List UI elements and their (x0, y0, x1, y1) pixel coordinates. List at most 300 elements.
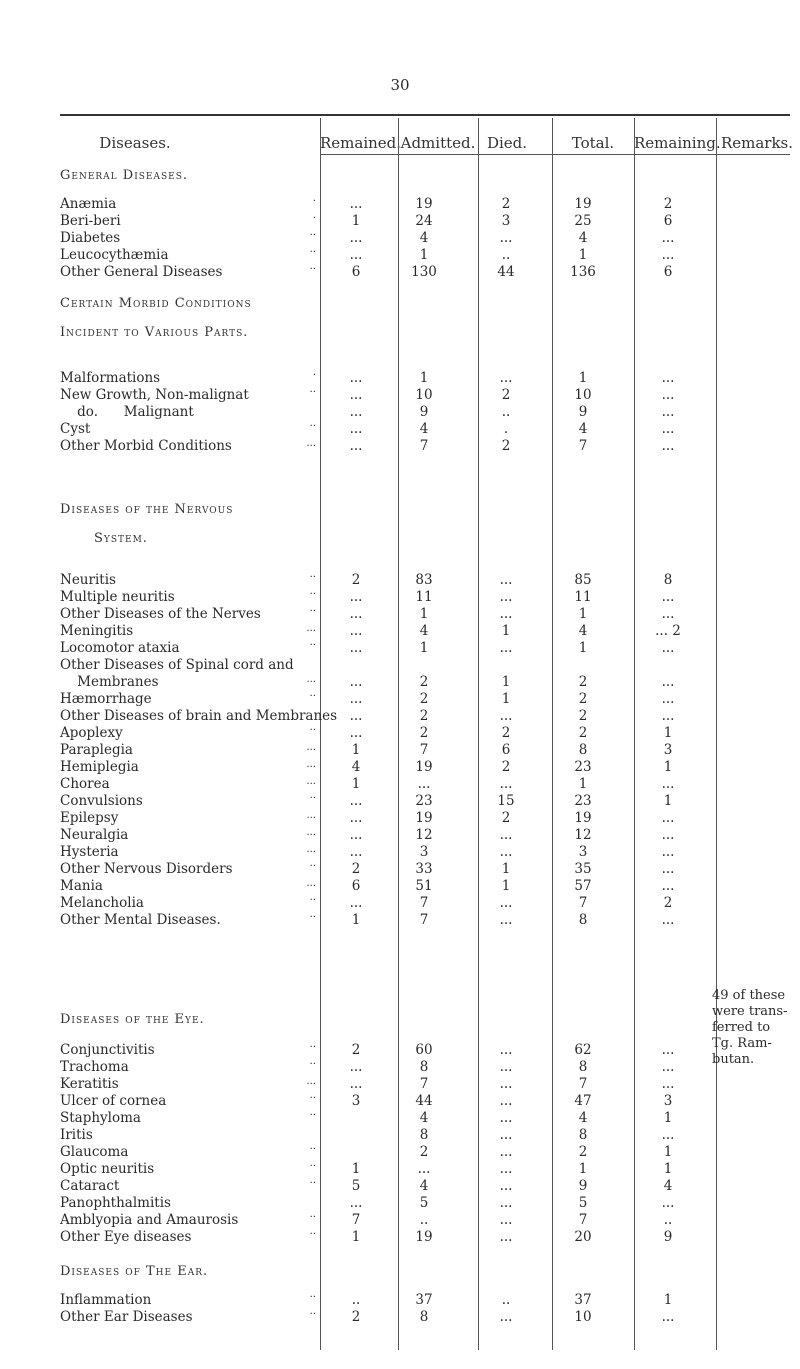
died-cell: 2 (501, 196, 511, 212)
remained-cell: ... (349, 708, 363, 724)
remained-cell: ... (349, 404, 363, 420)
remark-line: 49 of these (712, 988, 786, 1003)
died-cell: 2 (501, 810, 511, 826)
died-cell: 3 (501, 213, 511, 229)
section-title-line: Certain Morbid Conditions (60, 296, 252, 311)
remained-cell: 1 (351, 213, 361, 229)
remaining-cell: ... (661, 230, 675, 246)
disease-name: Amblyopia and Amaurosis (60, 1212, 239, 1228)
died-cell: ... (499, 640, 513, 656)
remark-line: were trans- (712, 1004, 788, 1019)
leader-dots: ·· (309, 230, 316, 241)
remaining-cell: 3 (663, 1093, 673, 1109)
leader-dots: ... (306, 623, 316, 634)
died-cell: ... (499, 1195, 513, 1211)
admitted-cell: 7 (419, 438, 429, 454)
died-cell: ... (499, 1161, 513, 1177)
disease-name: Inflammation (60, 1292, 152, 1308)
died-cell: 1 (501, 674, 511, 690)
total-cell: 2 (578, 674, 588, 690)
disease-name: Glaucoma (60, 1144, 129, 1160)
total-cell: 2 (578, 1144, 588, 1160)
leader-dots: ... (306, 878, 316, 889)
total-cell: 8 (578, 1059, 588, 1075)
leader-dots: ·· (309, 793, 316, 804)
remained-cell: .. (351, 1292, 361, 1308)
remaining-cell: .. (663, 1212, 673, 1228)
remained-cell: 4 (351, 759, 361, 775)
remaining-cell: ... (661, 387, 675, 403)
remaining-cell: ... (661, 1127, 675, 1143)
remaining-cell: ... (661, 674, 675, 690)
admitted-cell: 4 (419, 421, 429, 437)
remained-cell: 2 (351, 572, 361, 588)
disease-name: Other Diseases of the Nerves (60, 606, 261, 622)
disease-name: Paraplegia (60, 742, 133, 758)
remained-cell: ... (349, 674, 363, 690)
disease-name: Beri-beri (60, 213, 121, 229)
section-title (60, 1012, 205, 1027)
died-cell: .. (501, 1292, 511, 1308)
total-cell: 1 (578, 640, 588, 656)
header-total: Total. (571, 134, 615, 152)
leader-dots: ·· (309, 264, 316, 275)
total-cell: 37 (574, 1292, 592, 1308)
leader-dots: ... (306, 776, 316, 787)
remained-cell: ... (349, 230, 363, 246)
total-cell: 7 (578, 1076, 588, 1092)
disease-name: Melancholia (60, 895, 144, 911)
disease-name: Other Diseases of Spinal cord and (60, 657, 294, 673)
leader-dots: ·· (309, 606, 316, 617)
admitted-cell: 2 (419, 708, 429, 724)
disease-name: Iritis (60, 1127, 93, 1143)
remaining-cell: ... 2 (655, 623, 681, 639)
total-cell: 1 (578, 370, 588, 386)
disease-name: Diabetes (60, 230, 121, 246)
remaining-cell: 1 (663, 1144, 673, 1160)
leader-dots: ·· (309, 1229, 316, 1240)
leader-dots: ... (306, 844, 316, 855)
admitted-cell: 10 (415, 387, 433, 403)
remaining-cell: ... (661, 606, 675, 622)
section-title-line: System. (94, 531, 148, 546)
disease-name: Other Eye diseases (60, 1229, 192, 1245)
section-title (60, 502, 233, 546)
disease-name: Neuritis (60, 572, 116, 588)
remained-cell: ... (349, 623, 363, 639)
admitted-cell: .. (419, 1212, 429, 1228)
total-cell: 23 (574, 793, 592, 809)
leader-dots: · (312, 196, 316, 207)
remained-cell: ... (349, 370, 363, 386)
admitted-cell: 5 (419, 1195, 429, 1211)
admitted-cell: 1 (419, 370, 429, 386)
leader-dots: ·· (309, 1144, 316, 1155)
total-cell: 25 (574, 213, 592, 229)
remained-cell: ... (349, 725, 363, 741)
disease-name: Hemiplegia (60, 759, 139, 775)
died-cell: 2 (501, 438, 511, 454)
leader-dots: ... (306, 742, 316, 753)
remained-cell: ... (349, 196, 363, 212)
admitted-cell: 4 (419, 1178, 429, 1194)
remaining-cell: ... (661, 1076, 675, 1092)
header-rule (320, 154, 790, 155)
leader-dots: ·· (309, 1212, 316, 1223)
admitted-cell: 4 (419, 230, 429, 246)
disease-name: Chorea (60, 776, 110, 792)
remained-cell: ... (349, 1059, 363, 1075)
remaining-cell: 8 (663, 572, 673, 588)
died-cell: ... (499, 1093, 513, 1109)
disease-name: Trachoma (60, 1059, 129, 1075)
admitted-cell: 1 (419, 247, 429, 263)
admitted-cell: 51 (415, 878, 433, 894)
died-cell: 44 (497, 264, 515, 280)
died-cell: ... (499, 1042, 513, 1058)
table-row (0, 1229, 800, 1249)
total-cell: 10 (574, 1309, 592, 1325)
total-cell: 57 (574, 878, 592, 894)
total-cell: 2 (578, 725, 588, 741)
disease-name: Panophthalmitis (60, 1195, 171, 1211)
died-cell: ... (499, 1178, 513, 1194)
remained-cell: ... (349, 421, 363, 437)
died-cell: ... (499, 230, 513, 246)
admitted-cell: 3 (419, 844, 429, 860)
admitted-cell: 19 (415, 1229, 433, 1245)
header-remarks: Remarks. (720, 134, 794, 152)
died-cell: . (503, 421, 509, 437)
leader-dots: ... (306, 674, 316, 685)
remaining-cell: ... (661, 247, 675, 263)
died-cell: ... (499, 1309, 513, 1325)
leader-dots: ·· (309, 691, 316, 702)
total-cell: 3 (578, 844, 588, 860)
remaining-cell: 1 (663, 725, 673, 741)
total-cell: 12 (574, 827, 592, 843)
admitted-cell: 19 (415, 759, 433, 775)
section-title (60, 168, 188, 183)
disease-name: Other Mental Diseases. (60, 912, 221, 928)
disease-name: Leucocythæmia (60, 247, 169, 263)
total-cell: 4 (578, 623, 588, 639)
admitted-cell: 130 (411, 264, 437, 280)
died-cell: ... (499, 606, 513, 622)
died-cell: 1 (501, 861, 511, 877)
leader-dots: ·· (309, 1110, 316, 1121)
remained-cell: ... (349, 1195, 363, 1211)
leader-dots: ·· (309, 725, 316, 736)
remaining-cell: 1 (663, 1161, 673, 1177)
remained-cell: 7 (351, 1212, 361, 1228)
remaining-cell: ... (661, 691, 675, 707)
total-cell: 11 (574, 589, 592, 605)
remained-cell: ... (349, 793, 363, 809)
remaining-cell: ... (661, 912, 675, 928)
admitted-cell: 19 (415, 810, 433, 826)
total-cell: 35 (574, 861, 592, 877)
remained-cell: ... (349, 810, 363, 826)
section-title (60, 296, 252, 340)
remaining-cell: 2 (663, 895, 673, 911)
leader-dots: ·· (309, 387, 316, 398)
died-cell: ... (499, 1059, 513, 1075)
total-cell: 7 (578, 438, 588, 454)
disease-name: Mania (60, 878, 103, 894)
remaining-cell: ... (661, 708, 675, 724)
remained-cell: ... (349, 438, 363, 454)
disease-name: Apoplexy (60, 725, 123, 741)
table-row (0, 912, 800, 932)
total-cell: 1 (578, 1161, 588, 1177)
remained-cell: ... (349, 640, 363, 656)
died-cell: ... (499, 1110, 513, 1126)
remark-line: butan. (712, 1052, 755, 1067)
admitted-cell: 7 (419, 895, 429, 911)
admitted-cell: 44 (415, 1093, 433, 1109)
died-cell: .. (501, 247, 511, 263)
admitted-cell: 2 (419, 725, 429, 741)
disease-name: Multiple neuritis (60, 589, 175, 605)
disease-name: Epilepsy (60, 810, 119, 826)
died-cell: 2 (501, 387, 511, 403)
disease-name: Cyst (60, 421, 91, 437)
disease-name: Other Diseases of brain and Membranes (60, 708, 338, 724)
disease-name: Hæmorrhage (60, 691, 152, 707)
leader-dots: · (312, 370, 316, 381)
remained-cell: 1 (351, 1161, 361, 1177)
section-title (60, 1264, 208, 1279)
admitted-cell: 2 (419, 1144, 429, 1160)
remained-cell: 1 (351, 912, 361, 928)
died-cell: ... (499, 776, 513, 792)
remained-cell: 1 (351, 1229, 361, 1245)
died-cell: 1 (501, 691, 511, 707)
leader-dots: ... (306, 759, 316, 770)
total-cell: 4 (578, 230, 588, 246)
header-diseases: Diseases. (99, 134, 171, 152)
total-cell: 85 (574, 572, 592, 588)
total-cell: 8 (578, 742, 588, 758)
section-title-line: General Diseases. (60, 168, 189, 183)
disease-name: Malformations (60, 370, 161, 386)
remaining-cell: ... (661, 776, 675, 792)
remained-cell: 3 (351, 1093, 361, 1109)
leader-dots: ... (306, 1076, 316, 1087)
leader-dots: ·· (309, 861, 316, 872)
section-title-line: Diseases of the Eye. (60, 1012, 205, 1027)
admitted-cell: ... (417, 776, 431, 792)
disease-name: Conjunctivitis (60, 1042, 155, 1058)
remaining-cell: ... (661, 827, 675, 843)
remaining-cell: 1 (663, 793, 673, 809)
leader-dots: ·· (309, 247, 316, 258)
died-cell: 1 (501, 623, 511, 639)
disease-name: Cataract (60, 1178, 120, 1194)
disease-name: Other General Diseases (60, 264, 223, 280)
died-cell: ... (499, 1144, 513, 1160)
remained-cell: ... (349, 606, 363, 622)
total-cell: 23 (574, 759, 592, 775)
admitted-cell: 7 (419, 912, 429, 928)
remaining-cell: 1 (663, 759, 673, 775)
admitted-cell: 4 (419, 623, 429, 639)
remaining-cell: 9 (663, 1229, 673, 1245)
leader-dots: ·· (309, 1161, 316, 1172)
remaining-cell: 6 (663, 213, 673, 229)
remained-cell: 5 (351, 1178, 361, 1194)
died-cell: 15 (497, 793, 515, 809)
remaining-cell: ... (661, 861, 675, 877)
admitted-cell: 33 (415, 861, 433, 877)
disease-name: Other Morbid Conditions (60, 438, 232, 454)
disease-name: Anæmia (60, 196, 117, 212)
remaining-cell: 2 (663, 196, 673, 212)
total-cell: 8 (578, 1127, 588, 1143)
total-cell: 1 (578, 776, 588, 792)
leader-dots: ·· (309, 1059, 316, 1070)
remaining-cell: ... (661, 438, 675, 454)
total-cell: 9 (578, 1178, 588, 1194)
remaining-cell: ... (661, 421, 675, 437)
remaining-cell: 1 (663, 1110, 673, 1126)
disease-name: New Growth, Non-malignat (60, 387, 249, 403)
disease-name: Neuralgia (60, 827, 129, 843)
died-cell: ... (499, 1127, 513, 1143)
remarks-note (712, 988, 797, 1068)
remained-cell: 2 (351, 861, 361, 877)
remained-cell: ... (349, 895, 363, 911)
leader-dots: ... (306, 827, 316, 838)
total-cell: 20 (574, 1229, 592, 1245)
total-cell: 9 (578, 404, 588, 420)
remaining-cell: ... (661, 370, 675, 386)
disease-name: Keratitis (60, 1076, 119, 1092)
total-cell: 7 (578, 895, 588, 911)
died-cell: ... (499, 895, 513, 911)
remaining-cell: ... (661, 1042, 675, 1058)
admitted-cell: 8 (419, 1127, 429, 1143)
disease-name: Membranes (60, 674, 159, 690)
remaining-cell: ... (661, 640, 675, 656)
admitted-cell: 8 (419, 1309, 429, 1325)
top-rule (60, 114, 790, 116)
remained-cell: ... (349, 691, 363, 707)
header-remained: Remained. (320, 134, 402, 152)
remark-line: ferred to (712, 1020, 771, 1035)
leader-dots: ·· (309, 1042, 316, 1053)
admitted-cell: 8 (419, 1059, 429, 1075)
remaining-cell: ... (661, 404, 675, 420)
total-cell: 19 (574, 196, 592, 212)
disease-name: Hysteria (60, 844, 119, 860)
remaining-cell: 1 (663, 1292, 673, 1308)
died-cell: 6 (501, 742, 511, 758)
total-cell: 136 (570, 264, 596, 280)
admitted-cell: 60 (415, 1042, 433, 1058)
admitted-cell: 2 (419, 674, 429, 690)
section-title-line: Diseases of the Nervous (60, 502, 234, 517)
remaining-cell: ... (661, 878, 675, 894)
died-cell: ... (499, 708, 513, 724)
total-cell: 62 (574, 1042, 592, 1058)
total-cell: 1 (578, 247, 588, 263)
disease-name: Convulsions (60, 793, 143, 809)
leader-dots: ·· (309, 572, 316, 583)
remained-cell: ... (349, 387, 363, 403)
leader-dots: ... (306, 810, 316, 821)
died-cell: 1 (501, 878, 511, 894)
remained-cell: ... (349, 827, 363, 843)
remaining-cell: ... (661, 1309, 675, 1325)
admitted-cell: 24 (415, 213, 433, 229)
disease-name: Ulcer of cornea (60, 1093, 167, 1109)
table-row (0, 264, 800, 284)
remained-cell: ... (349, 589, 363, 605)
admitted-cell: 2 (419, 691, 429, 707)
leader-dots: ·· (309, 1178, 316, 1189)
admitted-cell: 1 (419, 640, 429, 656)
leader-dots: ·· (309, 1309, 316, 1320)
page-number: 30 (390, 76, 410, 94)
admitted-cell: ... (417, 1161, 431, 1177)
leader-dots: ·· (309, 640, 316, 651)
died-cell: ... (499, 589, 513, 605)
remaining-cell: ... (661, 1059, 675, 1075)
died-cell: ... (499, 1229, 513, 1245)
total-cell: 1 (578, 606, 588, 622)
disease-name: Optic neuritis (60, 1161, 155, 1177)
remained-cell: 1 (351, 776, 361, 792)
total-cell: 7 (578, 1212, 588, 1228)
died-cell: ... (499, 912, 513, 928)
admitted-cell: 7 (419, 742, 429, 758)
died-cell: ... (499, 1212, 513, 1228)
header-died: Died. (486, 134, 528, 152)
died-cell: 2 (501, 725, 511, 741)
admitted-cell: 83 (415, 572, 433, 588)
remark-line: Tg. Ram- (712, 1036, 772, 1051)
leader-dots: ·· (309, 589, 316, 600)
header-admitted: Admitted. (400, 134, 476, 152)
remaining-cell: 3 (663, 742, 673, 758)
remaining-cell: ... (661, 589, 675, 605)
section-title-line: Incident to Various Parts. (60, 325, 249, 340)
admitted-cell: 37 (415, 1292, 433, 1308)
admitted-cell: 9 (419, 404, 429, 420)
disease-name: Staphyloma (60, 1110, 141, 1126)
remaining-cell: ... (661, 810, 675, 826)
total-cell: 10 (574, 387, 592, 403)
admitted-cell: 12 (415, 827, 433, 843)
died-cell: ... (499, 572, 513, 588)
died-cell: ... (499, 827, 513, 843)
leader-dots: ·· (309, 895, 316, 906)
disease-name: Other Ear Diseases (60, 1309, 193, 1325)
remaining-cell: ... (661, 844, 675, 860)
remained-cell: 6 (351, 878, 361, 894)
remained-cell: ... (349, 247, 363, 263)
remained-cell: 2 (351, 1309, 361, 1325)
disease-name: do. Malignant (60, 404, 194, 420)
leader-dots: ·· (309, 1093, 316, 1104)
died-cell: ... (499, 370, 513, 386)
admitted-cell: 1 (419, 606, 429, 622)
remained-cell: 6 (351, 264, 361, 280)
remained-cell: ... (349, 844, 363, 860)
